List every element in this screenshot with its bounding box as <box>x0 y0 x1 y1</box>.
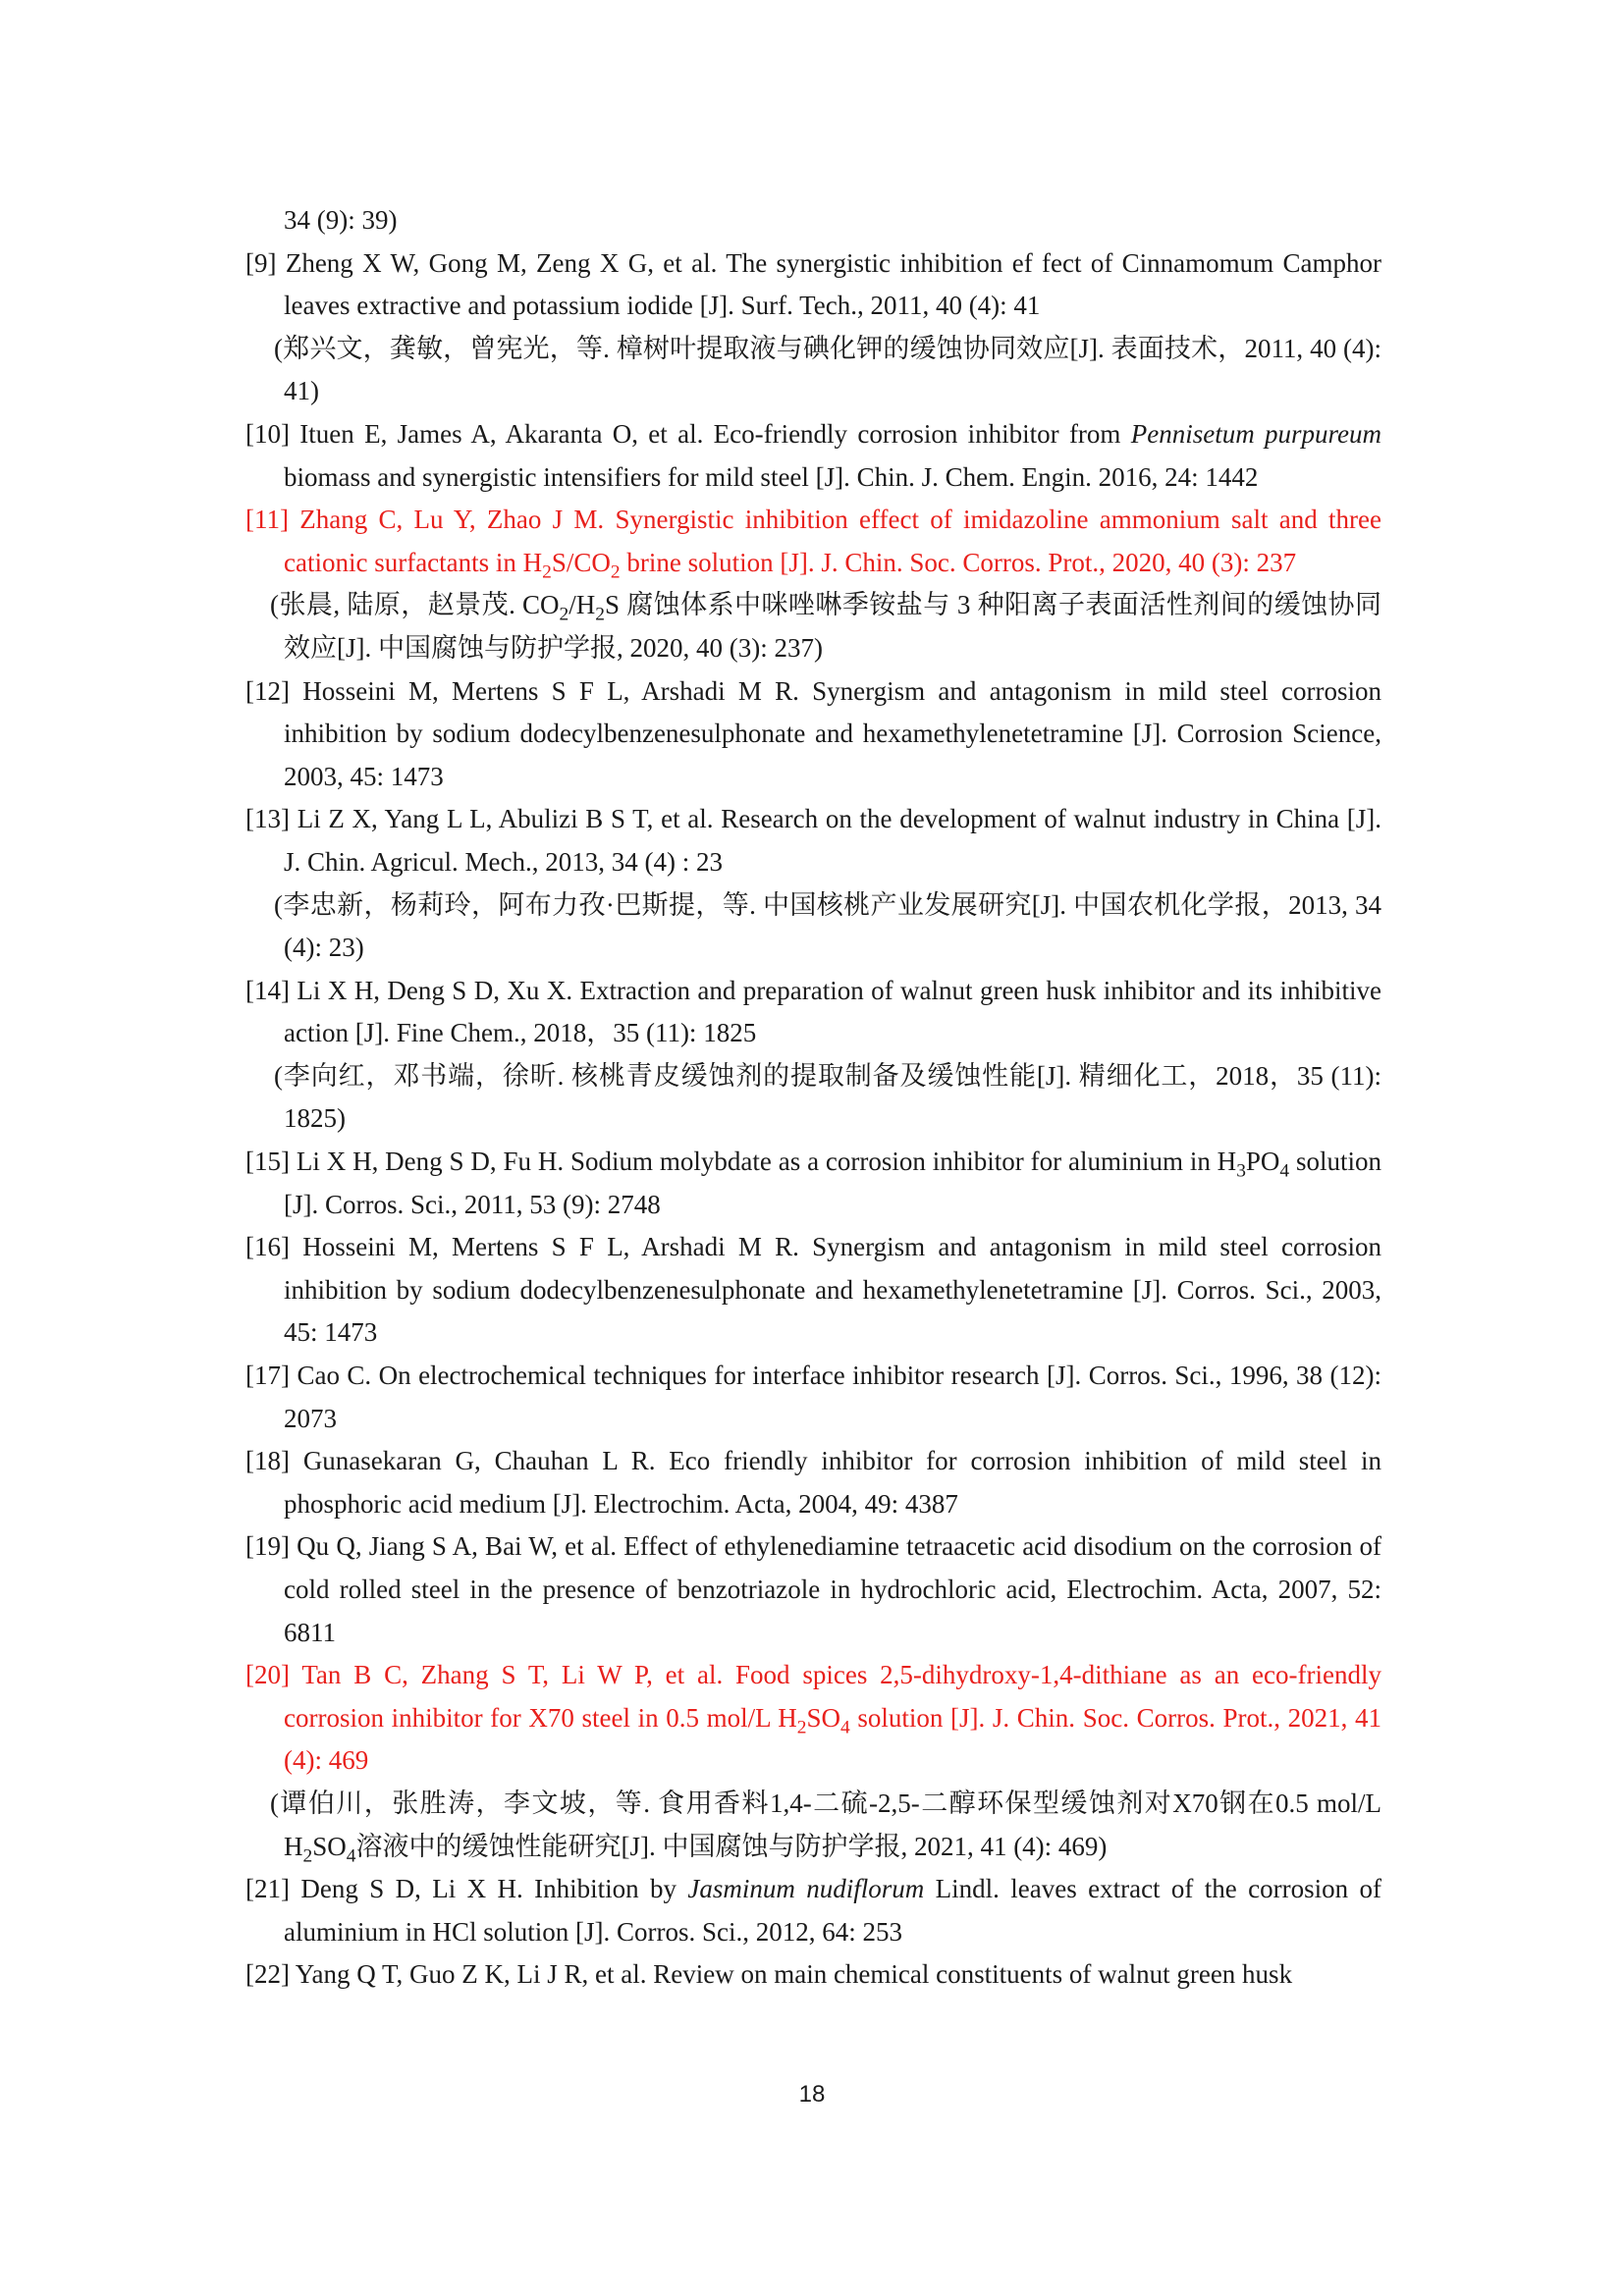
reference-11-block <box>245 499 1381 669</box>
reference-16: [16] Hosseini M, Mertens S F L, Arshadi M R. Synergism and antagonism in mild steel corrosion inhibition by sodium dodecylbenzenesulphonate and hexamethylenetetramine [J]. Corros. Sci., 2003, 45: 1473 <box>245 1232 1382 1348</box>
reference-20-block <box>245 1654 1381 1868</box>
reference-10: [10] Ituen E, James A, Akaranta O, et al. Eco-friendly corrosion inhibitor from Pennisetum purpureum biomass and synergistic intensifiers for mild steel [J]. Chin. J. Chem. Engin. 2016, 24: 1442 <box>245 418 1382 492</box>
reference-19: [19] Qu Q, Jiang S A, Bai W, et al. Effect of ethylenediamine tetraacetic acid disodium on the corrosion of cold rolled steel in the presence of benzotriazole in hydrochloric acid, Electrochim. Acta, 2007, 52: 6811 <box>245 1531 1381 1647</box>
reference-21: [21] Deng S D, Li X H. Inhibition by Jasminum nudiflorum Lindl. leaves extract of the corrosion of aluminium in HCl solution [J]. Corros. Sci., 2012, 64: 253 <box>245 1874 1381 1947</box>
reference-continuation: 34 (9): 39) <box>284 205 398 235</box>
reference-22: [22] Yang Q T, Guo Z K, Li J R, et al. Review on main chemical constituents of walnut green husk <box>245 1959 1293 1990</box>
reference-17: [17] Cao C. On electrochemical techniques for interface inhibitor research [J]. Corros. Sci., 1996, 38 (12): 2073 <box>245 1361 1382 1433</box>
reference-20-chinese: (谭伯川，张胜涛，李文坡，等. 食用香料1,4-二硫-2,5-二醇环保型缓蚀剂对X70钢在0.5 mol/L $H_2SO_4$溶液中的缓蚀性能研究[J]. 中国腐蚀与防护学报, 2021, 41 (4): 469) <box>270 1788 1381 1866</box>
reference-14: [14] Li X H, Deng S D, Xu X. Extraction and preparation of walnut green husk inhibitor and its inhibitive action [J]. Fine Chem., 2018，35 (11): 1825 <box>245 975 1381 1048</box>
reference-9-chinese: (郑兴文，龚敏，曾宪光，等. 樟树叶提取液与碘化钾的缓蚀协同效应[J]. 表面技术，2011, 40 (4): 41) <box>274 333 1381 406</box>
reference-11: [11] Zhang C, Lu Y, Zhao J M. Synergistic inhibition effect of imidazoline ammonium salt and three cationic surfactants in $H_2S/CO_2$ brine solution [J]. J. Chin. Soc. Corros. Prot., 2020, 40 (3): 237 <box>245 505 1381 583</box>
reference-9: [9] Zheng X W, Gong M, Zeng X G, et al. The synergistic inhibition ef fect of Cinnamomum Camphor leaves extractive and potassium iodide [J]. Surf. Tech., 2011, 40 (4): 41 <box>245 247 1381 321</box>
reference-15: [15] Li X H, Deng S D, Fu H. Sodium molybdate as a corrosion inhibitor for aluminium in $H_3PO_4$ solution [J]. Corros. Sci., 2011, 53 (9): 2748 <box>245 1147 1382 1219</box>
reference-20: [20] Tan B C, Zhang S T, Li W P, et al. Food spices 2,5-dihydroxy-1,4-dithiane as an eco-friendly corrosion inhibitor for X70 steel in 0.5 mol/L $H_2SO_4$ solution [J]. J. Chin. Soc. Corros. Prot., 2021, 41 (4): 469 <box>245 1660 1381 1776</box>
reference-18: [18] Gunasekaran G, Chauhan L R. Eco friendly inhibitor for corrosion inhibition of mild steel in phosphoric acid medium [J]. Electrochim. Acta, 2004, 49: 4387 <box>245 1446 1382 1519</box>
page-number: 18 <box>798 2081 826 2108</box>
reference-13: [13] Li Z X, Yang L L, Abulizi B S T, et al. Research on the development of walnut industry in China [J]. J. Chin. Agricul. Mech., 2013, 34 (4) : 23 <box>245 804 1382 877</box>
reference-11-chinese: (张晨, 陆原，赵景茂. $CO_2/H_2S$ 腐蚀体系中咪唑啉季铵盐与 3 种阳离子表面活性剂间的缓蚀协同效应[J]. 中国腐蚀与防护学报, 2020, 40 (3): 237) <box>270 590 1381 663</box>
reference-14-chinese: (李向红，邓书端，徐昕. 核桃青皮缓蚀剂的提取制备及缓蚀性能[J]. 精细化工，2018，35 (11): 1825) <box>274 1060 1381 1134</box>
reference-13-chinese: (李忠新，杨莉玲，阿布力孜·巴斯提，等. 中国核桃产业发展研究[J]. 中国农机化学报，2013, 34 (4): 23) <box>274 889 1381 963</box>
reference-list <box>245 199 1381 1997</box>
reference-12: [12] Hosseini M, Mertens S F L, Arshadi M R. Synergism and antagonism in mild steel corrosion inhibition by sodium dodecylbenzenesulphonate and hexamethylenetetramine [J]. Corrosion Science, 2003, 45: 1473 <box>245 675 1382 791</box>
